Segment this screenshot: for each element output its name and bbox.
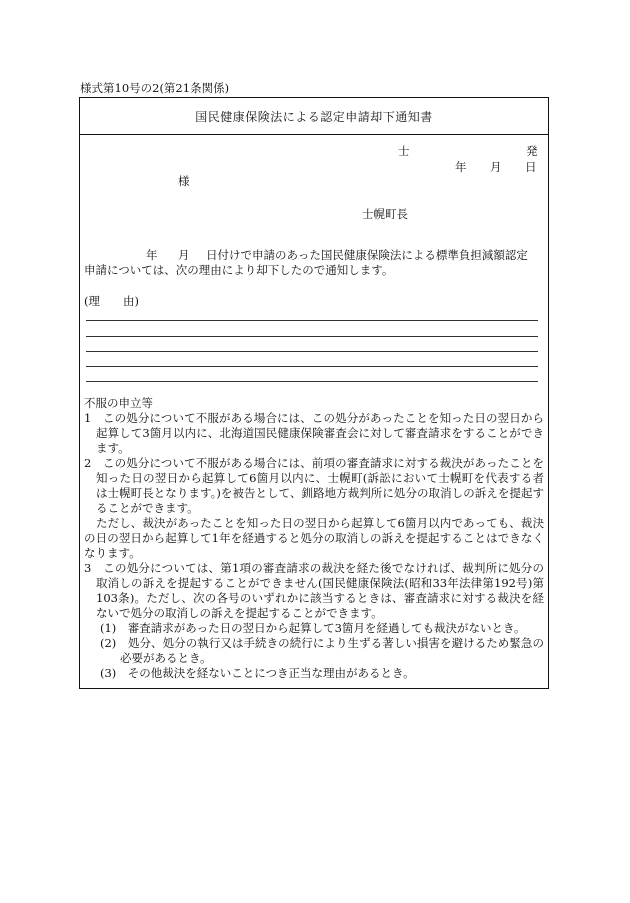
date-month: 月 bbox=[490, 160, 502, 174]
objection-item-2: 2 この処分について不服がある場合には、前項の審査請求に対する裁決があったことを知った日の翌日から起算して6箇月以内に、士幌町(訴訟において士幌町を代表する者は士幌町長となります。)を被告として、釧路地方裁判所に処分の取消しの訴えを提起することができます。 bbox=[84, 456, 544, 515]
reason-line-2 bbox=[86, 336, 538, 337]
objection-section bbox=[84, 396, 544, 681]
objection-heading: 不服の申立等 bbox=[84, 396, 153, 410]
notice-form bbox=[79, 97, 549, 689]
notice-month: 月 bbox=[178, 248, 190, 262]
objection-sub-3: (3) その他裁決を経ないことにつき正当な理由があるとき。 bbox=[100, 666, 415, 680]
date-day: 日 bbox=[525, 160, 537, 174]
objection-sub-1: (1) 審査請求があった日の翌日から起算して3箇月を経過しても裁決がないとき。 bbox=[100, 621, 526, 635]
addressee-honorific: 様 bbox=[178, 174, 190, 188]
notice-year: 年 bbox=[146, 248, 158, 262]
reason-line-4 bbox=[86, 366, 538, 367]
doc-number-prefix: 士 bbox=[398, 144, 410, 158]
objection-sub-2: (2) 処分、処分の執行又は手続きの続行により生ずる著しい損害を避けるため緊急の必要があるとき。 bbox=[100, 636, 544, 665]
notice-line2: 申請については、次の理由により却下したので通知します。 bbox=[84, 263, 394, 277]
objection-item-2-proviso: ただし、裁決があったことを知った日の翌日から起算して6箇月以内であっても、裁決の日の翌日から起算して1年を経過すると処分の取消しの訴えを提起することはできなくなります。 bbox=[84, 516, 544, 560]
reason-label: (理 由) bbox=[84, 294, 139, 308]
objection-item-3: 3 この処分については、第1項の審査請求の裁決を経た後でなければ、裁判所に処分の取消しの訴えを提起することができません(国民健康保険法(昭和33年法律第192号)第103条)。ただし、次の各号のいずれかに該当するときは、審査請求に対する裁決を経ないで処分の取消しの訴えを提起することができます。 bbox=[84, 561, 544, 620]
objection-item-1: 1 この処分について不服がある場合には、この処分があったことを知った日の翌日から起算して3箇月以内に、北海道国民健康保険審査会に対して審査請求をすることができます。 bbox=[84, 411, 544, 455]
reason-line-5 bbox=[86, 381, 538, 382]
date-year: 年 bbox=[455, 160, 467, 174]
notice-line1: 日付けで申請のあった国民健康保険法による標準負担減額認定 bbox=[206, 248, 528, 262]
reason-line-3 bbox=[86, 351, 538, 352]
reason-line-1 bbox=[86, 320, 538, 321]
form-code: 様式第10号の2(第21条関係) bbox=[80, 81, 230, 95]
issuer-name: 士幌町長 bbox=[362, 207, 408, 221]
doc-number-suffix: 発 bbox=[526, 144, 538, 158]
form-title: 国民健康保険法による認定申請却下通知書 bbox=[80, 98, 548, 135]
